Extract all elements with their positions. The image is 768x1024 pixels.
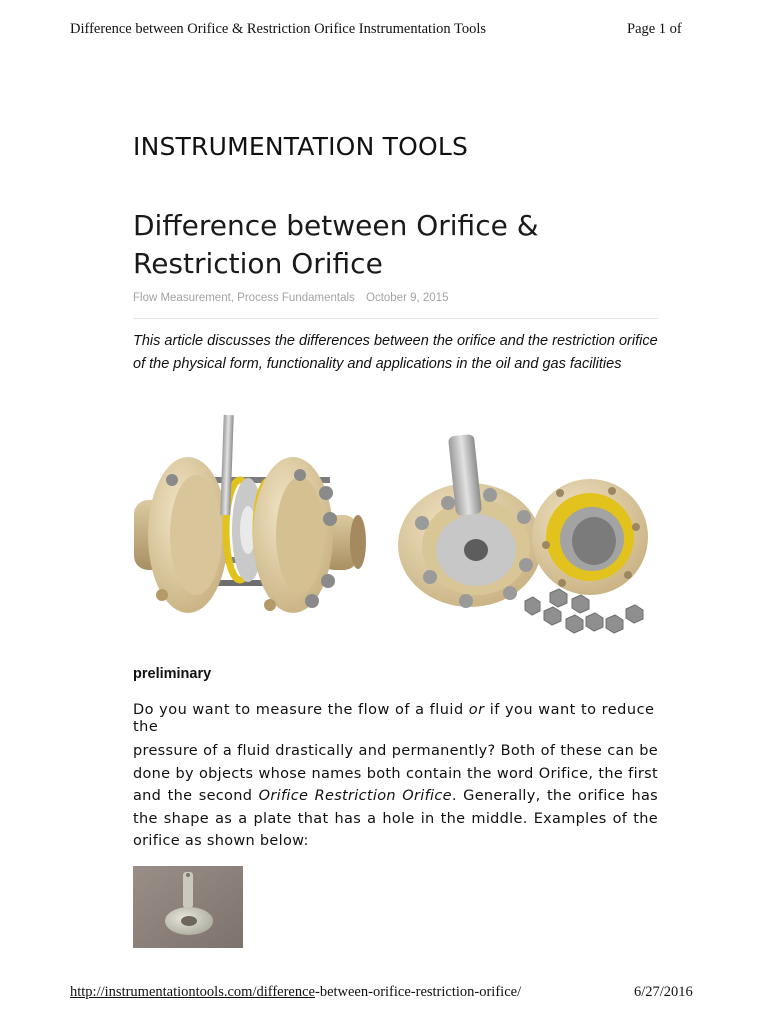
article-categories[interactable]: Flow Measurement, Process Fundamentals	[133, 292, 355, 304]
print-footer-date: 6/27/2016	[634, 984, 693, 1000]
orifice-plate-image	[133, 866, 243, 948]
print-footer-url[interactable]	[70, 984, 521, 1001]
site-title[interactable]: INSTRUMENTATION TOOLS	[133, 132, 469, 161]
paragraph-2-emphasis: Orifice Restriction Orifice	[258, 788, 452, 804]
article-intro: This article discusses the differences between the orifice and the restriction orifice of the physical form, functionality and applications in the oil and gas facilities	[133, 333, 658, 372]
article-meta	[133, 292, 448, 304]
print-header-page-number: Page 1 of	[627, 21, 682, 37]
footer-url-rest: -between-orifice-restriction-orifice/	[314, 984, 522, 1000]
article-date: October 9, 2015	[366, 292, 449, 304]
paragraph-1-emphasis: or	[468, 702, 485, 718]
meta-divider	[133, 318, 658, 319]
paragraph-2	[133, 740, 658, 853]
paragraph-1	[133, 702, 658, 736]
footer-url-link[interactable]: http://instrumentationtools.com/difference	[70, 984, 315, 1000]
paragraph-1-text-b: if you want to reduce the	[133, 702, 655, 735]
paragraph-2-text-b: . Generally, the orifice has the shape as a plate that has a hole in the middle. Examples of the orifice as shown below:	[133, 788, 658, 849]
paragraph-1-text-a: Do you want to measure the flow of a fluid	[133, 702, 469, 718]
orifice-flange-assembly-image	[130, 405, 660, 650]
print-header-title: Difference between Orifice & Restriction Orifice Instrumentation Tools	[70, 21, 486, 37]
article-title: Difference between Orifice & Restriction Orifice	[133, 209, 539, 280]
paragraph-2-text-a: pressure of a fluid drastically and permanently? Both of these can be done by objects whose names both contain the word Orifice, the first and the second	[133, 743, 658, 804]
section-heading: preliminary	[133, 666, 212, 682]
